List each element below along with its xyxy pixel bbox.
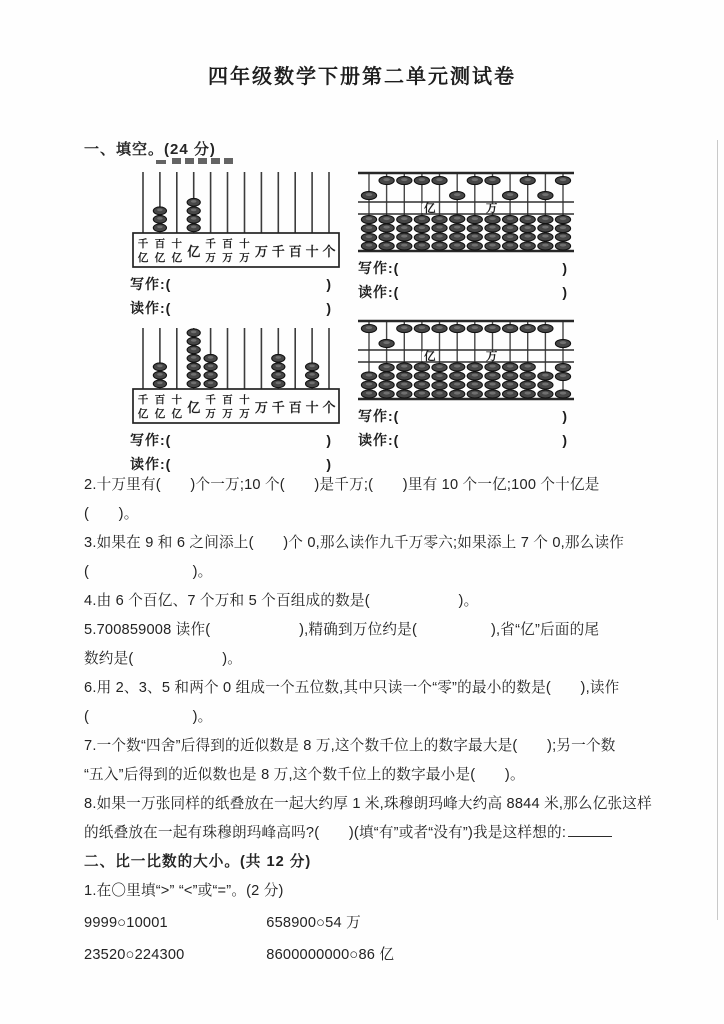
question-6-line-2: ( )。 bbox=[84, 709, 213, 725]
svg-text:十: 十 bbox=[171, 238, 183, 250]
close-paren: ) bbox=[562, 408, 568, 424]
svg-text:千: 千 bbox=[205, 238, 216, 250]
close-paren: ) bbox=[326, 276, 332, 292]
svg-text:个: 个 bbox=[322, 400, 336, 415]
question-5-line-2: 数约是( )。 bbox=[84, 651, 243, 667]
svg-text:亿: 亿 bbox=[171, 252, 183, 264]
write-as-line bbox=[356, 257, 568, 279]
question-4-line-1: 4.由 6 个百亿、7 个万和 5 个百组成的数是( )。 bbox=[84, 593, 479, 609]
svg-text:万: 万 bbox=[222, 252, 233, 264]
svg-text:百: 百 bbox=[222, 238, 233, 250]
question-5-line-1: 5.700859008 读作( ),精确到万位约是( ),省“亿”后面的尾 bbox=[84, 622, 600, 638]
svg-text:十: 十 bbox=[239, 394, 250, 406]
svg-text:十: 十 bbox=[171, 394, 183, 406]
svg-text:千: 千 bbox=[137, 394, 149, 406]
svg-text:亿: 亿 bbox=[424, 351, 436, 363]
svg-text:亿: 亿 bbox=[137, 252, 149, 264]
cropped-text-fragment bbox=[156, 157, 252, 166]
svg-text:千: 千 bbox=[137, 238, 149, 250]
question-6-line-1: 6.用 2、3、5 和两个 0 组成一个五位数,其中只读一个“零”的最小的数是( ),读作 bbox=[84, 680, 620, 696]
close-paren: ) bbox=[326, 456, 332, 472]
read-as-line bbox=[356, 429, 568, 451]
svg-text:亿: 亿 bbox=[137, 408, 149, 420]
read-as-line bbox=[130, 297, 332, 319]
write-as-label: 写作:( bbox=[130, 276, 172, 292]
read-as-line bbox=[356, 281, 568, 303]
comparison-row bbox=[84, 909, 650, 938]
write-as-label: 写作:( bbox=[358, 260, 400, 276]
read-as-label: 读作:( bbox=[130, 456, 172, 472]
close-paren: ) bbox=[562, 260, 568, 276]
svg-text:万: 万 bbox=[485, 351, 498, 363]
figure-column-right bbox=[356, 157, 580, 475]
svg-text:万: 万 bbox=[254, 244, 268, 259]
svg-text:百: 百 bbox=[222, 394, 233, 406]
write-as-line bbox=[130, 273, 332, 295]
svg-text:百: 百 bbox=[154, 394, 166, 406]
svg-text:个: 个 bbox=[322, 244, 336, 259]
question-7-line-2: “五入”后得到的近似数也是 8 万,这个数千位上的数字最小是( )。 bbox=[84, 767, 525, 783]
svg-text:万: 万 bbox=[485, 203, 498, 215]
write-as-line bbox=[356, 405, 568, 427]
section1-heading: 一、填空。(24 分) bbox=[84, 141, 216, 158]
write-as-line bbox=[130, 429, 332, 451]
svg-text:亿: 亿 bbox=[187, 244, 201, 259]
svg-text:万: 万 bbox=[205, 408, 216, 420]
svg-text:百: 百 bbox=[288, 244, 302, 259]
question-8-line-2 bbox=[84, 819, 650, 848]
answer-underline bbox=[568, 822, 612, 837]
svg-text:十: 十 bbox=[305, 244, 319, 259]
close-paren: ) bbox=[326, 432, 332, 448]
svg-text:千: 千 bbox=[271, 400, 285, 415]
svg-text:亿: 亿 bbox=[424, 203, 436, 215]
svg-text:亿: 亿 bbox=[187, 400, 201, 415]
suanpan-abacus-1 bbox=[356, 169, 580, 255]
figure-column-left bbox=[130, 157, 344, 475]
suanpan-abacus-2 bbox=[356, 317, 580, 403]
svg-text:万: 万 bbox=[254, 400, 268, 415]
svg-text:万: 万 bbox=[205, 252, 216, 264]
svg-text:千: 千 bbox=[271, 244, 285, 259]
svg-text:千: 千 bbox=[205, 394, 216, 406]
svg-text:亿: 亿 bbox=[171, 408, 183, 420]
place-value-abacus-1 bbox=[130, 169, 344, 271]
comparison-cell: 8600000000○86 亿 bbox=[266, 947, 395, 963]
comparison-row bbox=[84, 941, 650, 970]
close-paren: ) bbox=[562, 432, 568, 448]
svg-text:十: 十 bbox=[239, 238, 250, 250]
page-title: 四年级数学下册第二单元测试卷 bbox=[208, 66, 516, 88]
read-as-label: 读作:( bbox=[358, 432, 400, 448]
question1-figures bbox=[130, 157, 580, 475]
question-8-text: 的纸叠放在一起有珠穆朗玛峰高吗?( )(填“有”或者“没有”)我是这样想的: bbox=[84, 825, 567, 841]
question-2-line-1: 2.十万里有( )个一万;10 个( )是千万;( )里有 10 个一亿;100 个十亿是 bbox=[84, 477, 600, 493]
question-8-line-1: 8.如果一万张同样的纸叠放在一起大约厚 1 米,珠穆朗玛峰大约高 8844 米,那么亿张这样 bbox=[84, 796, 652, 812]
svg-text:万: 万 bbox=[222, 408, 233, 420]
svg-text:亿: 亿 bbox=[154, 252, 166, 264]
question-7-line-1: 7.一个数“四舍”后得到的近似数是 8 万,这个数千位上的数字最大是( );另一个数 bbox=[84, 738, 616, 754]
read-as-label: 读作:( bbox=[130, 300, 172, 316]
svg-text:十: 十 bbox=[305, 400, 319, 415]
close-paren: ) bbox=[562, 284, 568, 300]
svg-text:百: 百 bbox=[154, 238, 166, 250]
scan-page-edge bbox=[717, 140, 718, 920]
svg-text:万: 万 bbox=[239, 252, 250, 264]
read-as-label: 读作:( bbox=[358, 284, 400, 300]
write-as-label: 写作:( bbox=[130, 432, 172, 448]
question-3-line-2: ( )。 bbox=[84, 564, 213, 580]
svg-text:百: 百 bbox=[288, 400, 302, 415]
comparison-cell: 23520○224300 bbox=[84, 947, 185, 963]
comparison-cell: 658900○54 万 bbox=[266, 915, 361, 931]
write-as-label: 写作:( bbox=[358, 408, 400, 424]
close-paren: ) bbox=[326, 300, 332, 316]
comparison-cell: 9999○10001 bbox=[84, 915, 168, 931]
question-3-line-1: 3.如果在 9 和 6 之间添上( )个 0,那么读作九千万零六;如果添上 7 个 0,那么读作 bbox=[84, 535, 625, 551]
question-2-line-2: ( )。 bbox=[84, 506, 139, 522]
section2-heading: 二、比一比数的大小。(共 12 分) bbox=[84, 854, 312, 870]
place-value-abacus-2 bbox=[130, 325, 344, 427]
fill-blank-questions bbox=[84, 471, 650, 970]
svg-text:亿: 亿 bbox=[154, 408, 166, 420]
svg-text:万: 万 bbox=[239, 408, 250, 420]
section2-question-1: 1.在〇里填“>” “<”或“=”。(2 分) bbox=[84, 883, 284, 899]
